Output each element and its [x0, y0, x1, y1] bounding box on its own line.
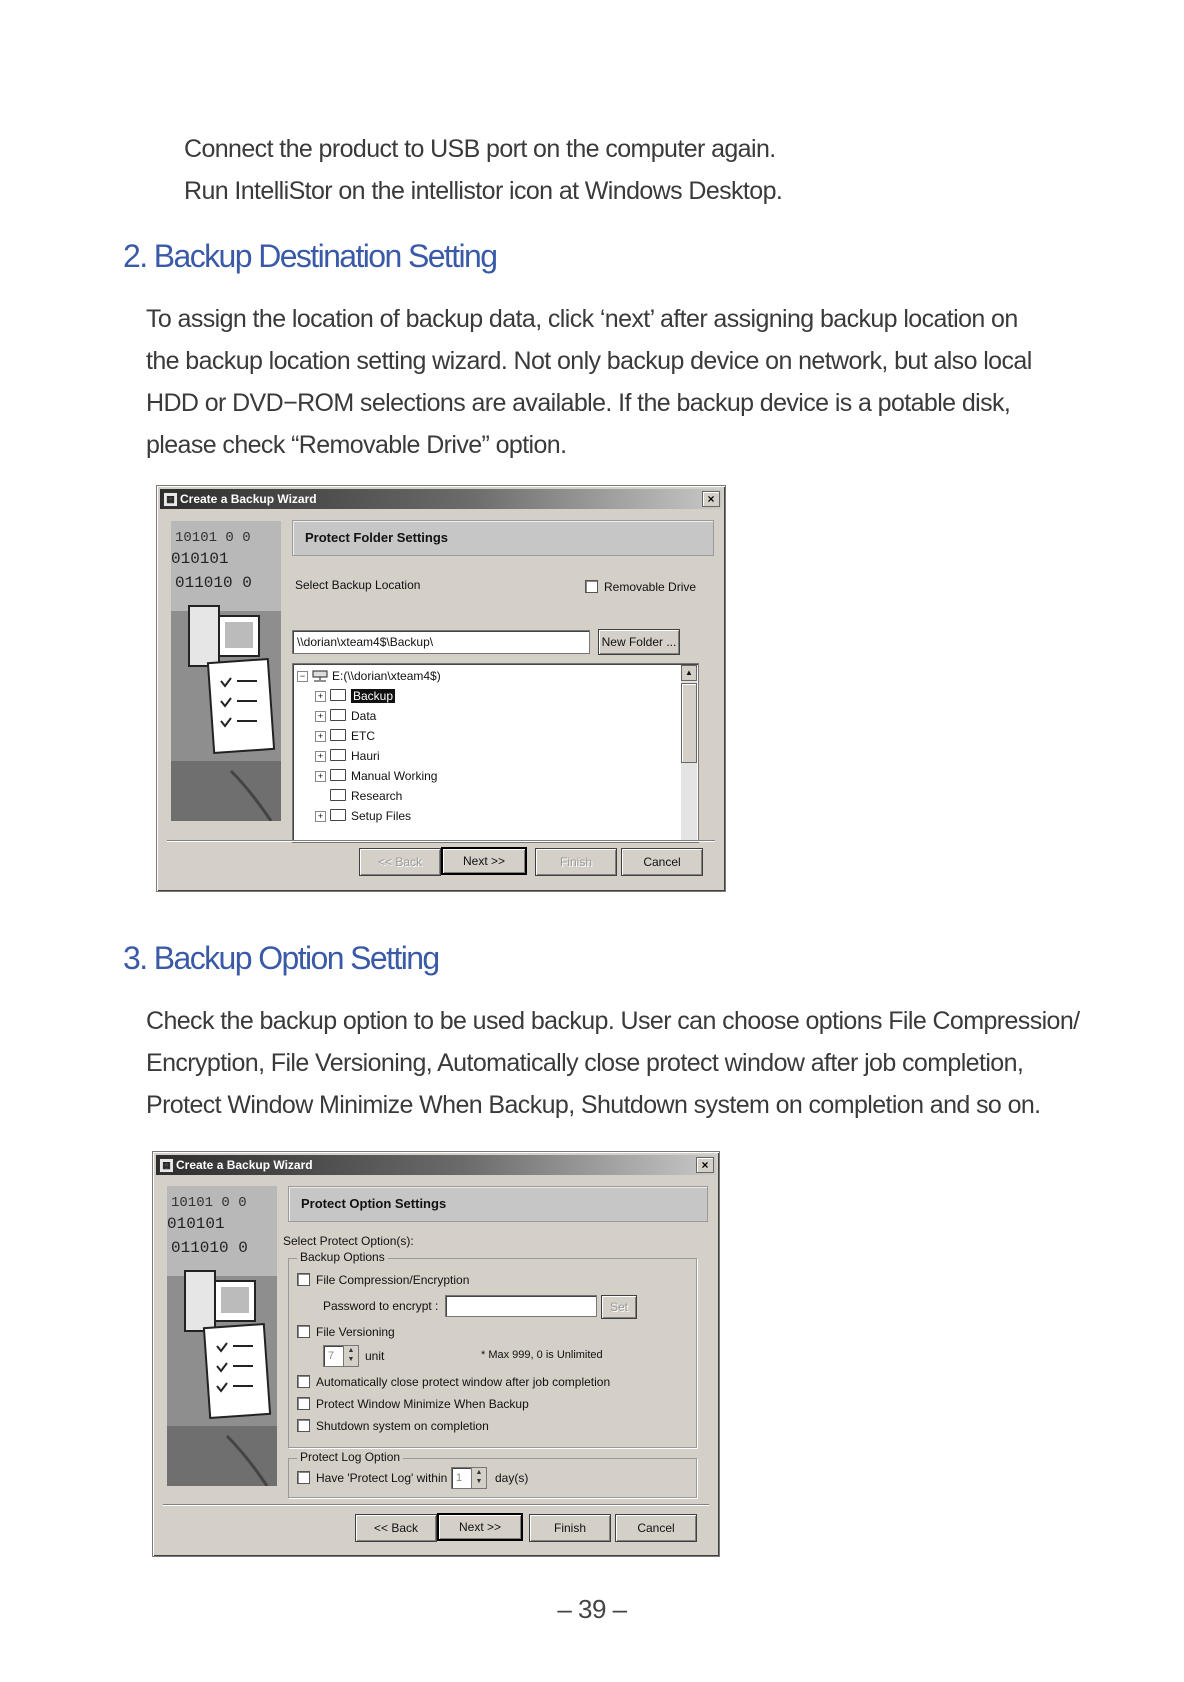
log-days-value: 1	[456, 1472, 463, 1484]
close-button[interactable]: ×	[702, 491, 720, 507]
backup-options-group	[288, 1250, 697, 1448]
wizard-app-icon: ▦	[159, 1158, 174, 1173]
tree-item[interactable]	[315, 726, 375, 746]
expand-icon[interactable]: +	[315, 691, 326, 702]
paragraph-line: Encryption, File Versioning, Automatically close protect window after job completion,	[146, 1049, 1024, 1077]
new-folder-button[interactable]: New Folder ...	[598, 629, 680, 655]
wizard-side-image	[171, 521, 281, 821]
tree-item-label: Manual Working	[351, 769, 438, 783]
back-button[interactable]: << Back	[359, 848, 441, 876]
group-label: Backup Options	[297, 1250, 388, 1264]
cancel-button[interactable]: Cancel	[615, 1514, 697, 1542]
paragraph-line: HDD or DVD−ROM selections are available. If the backup device is a potable disk,	[146, 389, 1011, 417]
backup-wizard-window	[152, 1151, 720, 1557]
tree-item[interactable]	[315, 786, 402, 806]
group-label: Protect Log Option	[297, 1450, 403, 1464]
svg-text:010101: 010101	[171, 550, 229, 568]
tree-item-label: Backup	[353, 689, 394, 703]
days-label: day(s)	[495, 1471, 529, 1485]
set-button[interactable]: Set	[601, 1295, 637, 1319]
expand-icon[interactable]: +	[315, 771, 326, 782]
section-paragraph	[146, 298, 1032, 466]
versioning-label: File Versioning	[316, 1325, 395, 1339]
tree-item-label: Hauri	[351, 749, 380, 763]
minimize-checkbox[interactable]	[297, 1397, 310, 1410]
panel-title: Protect Folder Settings	[292, 520, 714, 556]
paragraph-line: the backup location setting wizard. Not only backup device on network, but also local	[146, 347, 1032, 375]
tree-root[interactable]	[297, 666, 441, 686]
intro-line: Connect the product to USB port on the computer again.	[184, 135, 776, 163]
log-option[interactable]	[297, 1471, 447, 1485]
tree-scrollbar[interactable]	[681, 665, 697, 841]
shutdown-option[interactable]	[297, 1419, 489, 1433]
title-bar	[160, 489, 722, 509]
autoclose-option[interactable]	[297, 1375, 610, 1389]
page-number: – 39 –	[557, 1594, 627, 1624]
tree-item-label: Data	[351, 709, 377, 723]
log-days-stepper[interactable]	[451, 1467, 487, 1489]
removable-drive-option[interactable]	[585, 580, 696, 594]
tree-item-label: Research	[351, 789, 403, 803]
scroll-thumb[interactable]	[681, 683, 697, 763]
spin-arrows-icon[interactable]: ▲ ▼	[471, 1468, 486, 1488]
next-button[interactable]: Next >>	[441, 847, 527, 875]
paragraph-line: Check the backup option to be used backup. User can choose options File Compression/	[146, 1007, 1080, 1035]
next-button[interactable]: Next >>	[437, 1513, 523, 1541]
wizard-app-icon: ▦	[163, 492, 178, 507]
collapse-icon[interactable]: −	[297, 671, 308, 682]
intro-text	[184, 128, 782, 212]
finish-button[interactable]: Finish	[529, 1514, 611, 1542]
cancel-button[interactable]: Cancel	[621, 848, 703, 876]
tree-item[interactable]	[315, 746, 380, 766]
autoclose-label: Automatically close protect window after job completion	[316, 1375, 611, 1389]
section-heading: 2. Backup Destination Setting	[123, 238, 497, 274]
password-input[interactable]	[445, 1295, 597, 1317]
password-label: Password to encrypt :	[323, 1299, 439, 1313]
section-heading: 3. Backup Option Setting	[123, 940, 439, 976]
removable-drive-checkbox[interactable]	[585, 580, 598, 593]
back-button[interactable]: << Back	[355, 1514, 437, 1542]
section-paragraph	[146, 1000, 1080, 1126]
shutdown-checkbox[interactable]	[297, 1419, 310, 1432]
folder-icon	[330, 789, 346, 801]
log-label: Have 'Protect Log' within	[316, 1471, 448, 1485]
close-button[interactable]: ×	[696, 1157, 714, 1173]
minimize-option[interactable]	[297, 1397, 529, 1411]
version-stepper[interactable]	[323, 1345, 359, 1367]
backup-path-input[interactable]: \\dorian\xteam4$\Backup\	[292, 630, 590, 654]
tree-item[interactable]	[315, 806, 411, 826]
spin-arrows-icon[interactable]: ▲ ▼	[343, 1346, 358, 1366]
versioning-checkbox[interactable]	[297, 1325, 310, 1338]
paragraph-line: To assign the location of backup data, click ‘next’ after assigning backup location on	[146, 305, 1018, 333]
folder-icon	[330, 729, 346, 741]
network-drive-icon	[312, 670, 328, 682]
versioning-option[interactable]	[297, 1325, 395, 1339]
folder-icon	[330, 809, 346, 821]
window-title: Create a Backup Wizard	[176, 1158, 313, 1172]
wizard-side-image	[167, 1186, 277, 1486]
expand-icon[interactable]: +	[315, 811, 326, 822]
divider	[167, 840, 715, 842]
svg-text:010101: 010101	[167, 1215, 225, 1233]
autoclose-checkbox[interactable]	[297, 1375, 310, 1388]
expand-icon[interactable]: +	[315, 711, 326, 722]
svg-text:10101 0 0: 10101 0 0	[175, 530, 251, 546]
log-options-group	[288, 1450, 697, 1498]
compression-checkbox[interactable]	[297, 1273, 310, 1286]
scroll-up-icon[interactable]: ▲	[681, 665, 697, 681]
shutdown-label: Shutdown system on completion	[316, 1419, 489, 1433]
select-options-label: Select Protect Option(s):	[283, 1234, 414, 1248]
folder-icon	[330, 709, 346, 721]
folder-icon	[330, 769, 346, 781]
unit-label: unit	[365, 1349, 385, 1363]
compression-option[interactable]	[297, 1273, 469, 1287]
compression-label: File Compression/Encryption	[316, 1273, 470, 1287]
finish-button[interactable]: Finish	[535, 848, 617, 876]
expand-icon[interactable]: +	[315, 731, 326, 742]
svg-text:10101 0 0: 10101 0 0	[171, 1195, 247, 1211]
tree-item[interactable]	[315, 686, 395, 706]
divider	[163, 1504, 709, 1506]
intro-line: Run IntelliStor on the intellistor icon at Windows Desktop.	[184, 177, 783, 205]
minimize-label: Protect Window Minimize When Backup	[316, 1397, 529, 1411]
folder-icon	[330, 749, 346, 761]
version-value: 7	[328, 1350, 335, 1362]
log-checkbox[interactable]	[297, 1471, 310, 1484]
tree-item-label: Setup Files	[351, 809, 412, 823]
folder-tree[interactable]	[292, 663, 699, 843]
tree-root-label: E:(\\dorian\xteam4$)	[332, 669, 441, 683]
removable-drive-label: Removable Drive	[604, 580, 697, 594]
svg-text:011010 0: 011010 0	[175, 574, 252, 592]
max-note: * Max 999, 0 is Unlimited	[481, 1349, 603, 1361]
paragraph-line: Protect Window Minimize When Backup, Shutdown system on completion and so on.	[146, 1091, 1041, 1119]
tree-item-label: ETC	[351, 729, 375, 743]
expand-icon[interactable]: +	[315, 751, 326, 762]
svg-text:011010 0: 011010 0	[171, 1239, 248, 1257]
title-bar	[156, 1155, 716, 1175]
folder-icon	[330, 689, 346, 701]
tree-item[interactable]	[315, 766, 437, 786]
panel-title: Protect Option Settings	[288, 1186, 708, 1222]
select-location-label: Select Backup Location	[295, 578, 421, 592]
backup-wizard-window	[156, 485, 726, 892]
tree-item[interactable]	[315, 706, 376, 726]
window-title: Create a Backup Wizard	[180, 492, 317, 506]
paragraph-line: please check “Removable Drive” option.	[146, 431, 567, 459]
